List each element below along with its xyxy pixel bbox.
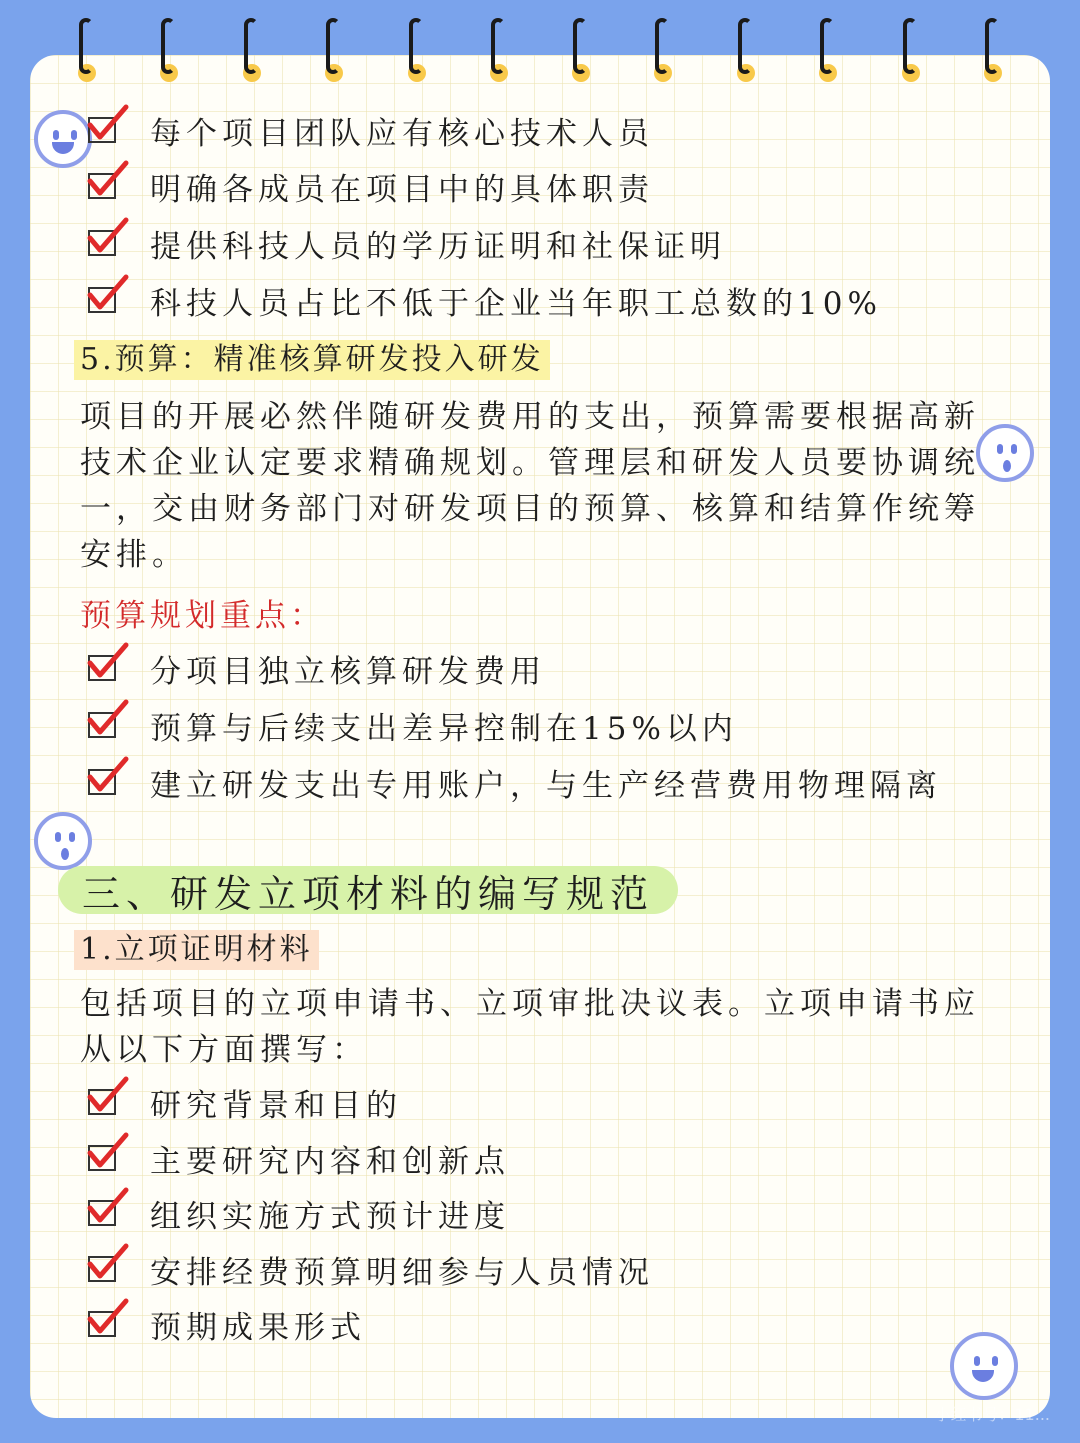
checklist-text: 建立研发支出专用账户，与生产经营费用物理隔离 xyxy=(150,767,942,804)
surprised-face-icon xyxy=(34,812,92,870)
binding-ring-icon xyxy=(735,18,757,82)
checklist-item xyxy=(88,108,654,152)
spiral-binding xyxy=(0,18,1080,88)
checklist-text: 预期成果形式 xyxy=(150,1309,366,1346)
binding-ring-icon xyxy=(900,18,922,82)
checklist-text: 提供科技人员的学历证明和社保证明 xyxy=(150,228,726,265)
binding-ring-icon xyxy=(406,18,428,82)
binding-ring-icon xyxy=(817,18,839,82)
checklist-item xyxy=(88,1302,366,1346)
binding-ring-icon xyxy=(158,18,180,82)
binding-ring-icon xyxy=(652,18,674,82)
checkbox-checked-icon xyxy=(88,1256,116,1282)
budget-paragraph: 项目的开展必然伴随研发费用的支出，预算需要根据高新技术企业认定要求精确规划。管理层和研发人员要协调统一，交由财务部门对研发项目的预算、核算和结算作统筹安排。 xyxy=(80,399,980,573)
checkbox-checked-icon xyxy=(88,1200,116,1226)
binding-ring-icon xyxy=(241,18,263,82)
checklist-text: 安排经费预算明细参与人员情况 xyxy=(150,1254,654,1291)
checkbox-checked-icon xyxy=(88,230,116,256)
budget-heading: 5.预算：精准核算研发投入研发 xyxy=(74,340,550,380)
binding-ring-icon xyxy=(76,18,98,82)
checklist-text: 明确各成员在项目中的具体职责 xyxy=(150,171,654,208)
checklist-item xyxy=(88,1191,510,1235)
checklist-item xyxy=(88,646,546,690)
checkbox-checked-icon xyxy=(88,287,116,313)
checklist-item xyxy=(88,221,726,265)
binding-ring-icon xyxy=(323,18,345,82)
checklist-text: 科技人员占比不低于企业当年职工总数的10% xyxy=(150,285,882,322)
checkbox-checked-icon xyxy=(88,1089,116,1115)
section-title: 三、研发立项材料的编写规范 xyxy=(58,866,678,914)
checkbox-checked-icon xyxy=(88,117,116,143)
smiley-face-icon xyxy=(950,1332,1018,1400)
checklist-text: 分项目独立核算研发费用 xyxy=(150,653,546,690)
checkbox-checked-icon xyxy=(88,1145,116,1171)
checklist-text: 预算与后续支出差异控制在15%以内 xyxy=(150,710,738,747)
checklist-text: 组织实施方式预计进度 xyxy=(150,1198,510,1235)
checklist-item xyxy=(88,1247,654,1291)
watermark: 小红书号：11... xyxy=(934,1405,1050,1424)
checkbox-checked-icon xyxy=(88,769,116,795)
checkbox-checked-icon xyxy=(88,655,116,681)
checklist-text: 主要研究内容和创新点 xyxy=(150,1143,510,1180)
checkbox-checked-icon xyxy=(88,712,116,738)
binding-ring-icon xyxy=(488,18,510,82)
checklist-item xyxy=(88,278,882,322)
checkbox-checked-icon xyxy=(88,173,116,199)
checklist-item xyxy=(88,760,942,804)
section3-paragraph: 包括项目的立项申请书、立项审批决议表。立项申请书应从以下方面撰写： xyxy=(80,986,980,1068)
binding-ring-icon xyxy=(570,18,592,82)
binding-ring-icon xyxy=(982,18,1004,82)
checklist-item xyxy=(88,1080,402,1124)
checkbox-checked-icon xyxy=(88,1311,116,1337)
checklist-text: 研究背景和目的 xyxy=(150,1087,402,1124)
smiley-face-icon xyxy=(34,110,92,168)
checklist-item xyxy=(88,164,654,208)
budget-key-points-title: 预算规划重点： xyxy=(80,598,325,634)
sub-heading: 1.立项证明材料 xyxy=(74,930,319,970)
checklist-text: 每个项目团队应有核心技术人员 xyxy=(150,115,654,152)
checklist-item xyxy=(88,703,738,747)
checklist-item xyxy=(88,1136,510,1180)
